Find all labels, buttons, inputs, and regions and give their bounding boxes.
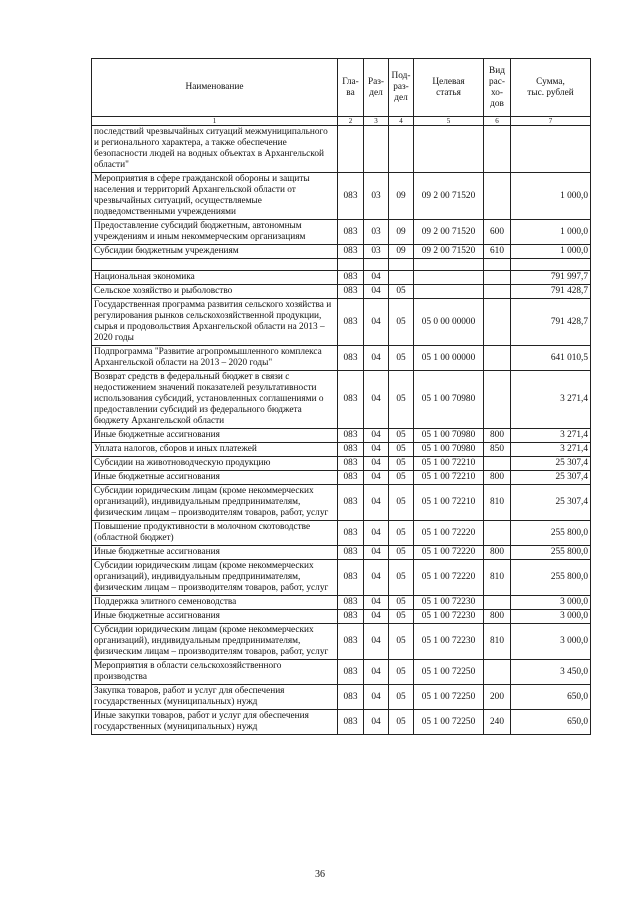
table-row bbox=[92, 443, 591, 457]
row-name bbox=[92, 259, 338, 271]
table-row bbox=[92, 660, 591, 685]
row-section bbox=[364, 126, 389, 173]
row-name: Подпрограмма "Развитие агропромышленного комплекса Архангельской области на 2013 – 2020 годы" bbox=[92, 346, 338, 371]
row-expense bbox=[484, 259, 511, 271]
row-section: 04 bbox=[364, 285, 389, 299]
table-row bbox=[92, 346, 591, 371]
row-sum: 641 010,5 bbox=[511, 346, 591, 371]
row-name: Субсидии на животноводческую продукцию bbox=[92, 457, 338, 471]
row-section: 04 bbox=[364, 371, 389, 429]
row-target: 05 1 00 72230 bbox=[414, 596, 484, 610]
row-expense bbox=[484, 596, 511, 610]
row-name: Национальная экономика bbox=[92, 271, 338, 285]
row-target bbox=[414, 126, 484, 173]
row-section: 04 bbox=[364, 443, 389, 457]
row-expense: 810 bbox=[484, 485, 511, 521]
row-subsection: 05 bbox=[389, 596, 414, 610]
row-expense: 800 bbox=[484, 429, 511, 443]
row-sum: 3 271,4 bbox=[511, 371, 591, 429]
row-section: 03 bbox=[364, 220, 389, 245]
row-target: 09 2 00 71520 bbox=[414, 173, 484, 220]
column-number: 6 bbox=[484, 117, 511, 126]
row-subsection: 05 bbox=[389, 710, 414, 735]
row-sum: 3 271,4 bbox=[511, 429, 591, 443]
row-target: 05 1 00 72210 bbox=[414, 457, 484, 471]
row-chapter: 083 bbox=[338, 285, 364, 299]
row-name: Иные бюджетные ассигнования bbox=[92, 429, 338, 443]
row-name: Субсидии юридическим лицам (кроме некоммерческих организаций), индивидуальным предпринимателям, физическим лицам – производителям товаров, работ, услуг bbox=[92, 485, 338, 521]
row-chapter: 083 bbox=[338, 299, 364, 346]
row-chapter: 083 bbox=[338, 457, 364, 471]
row-chapter: 083 bbox=[338, 173, 364, 220]
row-subsection: 05 bbox=[389, 443, 414, 457]
row-sum: 650,0 bbox=[511, 685, 591, 710]
row-target: 05 1 00 70980 bbox=[414, 429, 484, 443]
budget-table bbox=[91, 58, 591, 735]
row-sum: 25 307,4 bbox=[511, 485, 591, 521]
row-subsection: 05 bbox=[389, 610, 414, 624]
row-target: 05 1 00 72250 bbox=[414, 660, 484, 685]
row-section: 04 bbox=[364, 346, 389, 371]
row-sum: 255 800,0 bbox=[511, 546, 591, 560]
row-expense: 240 bbox=[484, 710, 511, 735]
row-sum: 791 997,7 bbox=[511, 271, 591, 285]
row-expense: 850 bbox=[484, 443, 511, 457]
row-name: Сельское хозяйство и рыболовство bbox=[92, 285, 338, 299]
row-chapter: 083 bbox=[338, 560, 364, 596]
row-subsection bbox=[389, 126, 414, 173]
row-section bbox=[364, 259, 389, 271]
table-row bbox=[92, 259, 591, 271]
row-name: Иные закупки товаров, работ и услуг для обеспечения государственных (муниципальных) нужд bbox=[92, 710, 338, 735]
row-chapter: 083 bbox=[338, 624, 364, 660]
table-row bbox=[92, 624, 591, 660]
header-name: Наименование bbox=[92, 59, 338, 117]
row-subsection: 05 bbox=[389, 546, 414, 560]
row-sum: 3 450,0 bbox=[511, 660, 591, 685]
row-name: Государственная программа развития сельского хозяйства и регулирования рынков сельскохозяйственной продукции, сырья и продовольствия Архангельской области на 2013 – 2020 годы bbox=[92, 299, 338, 346]
row-section: 04 bbox=[364, 471, 389, 485]
row-sum: 650,0 bbox=[511, 710, 591, 735]
row-section: 04 bbox=[364, 710, 389, 735]
row-subsection: 05 bbox=[389, 457, 414, 471]
table-row bbox=[92, 429, 591, 443]
row-expense bbox=[484, 371, 511, 429]
table-row bbox=[92, 299, 591, 346]
row-target: 09 2 00 71520 bbox=[414, 220, 484, 245]
row-subsection: 05 bbox=[389, 624, 414, 660]
row-section: 03 bbox=[364, 245, 389, 259]
table-row bbox=[92, 471, 591, 485]
page-number: 36 bbox=[315, 869, 325, 880]
table-row bbox=[92, 610, 591, 624]
row-expense: 800 bbox=[484, 471, 511, 485]
row-chapter: 083 bbox=[338, 521, 364, 546]
column-number: 5 bbox=[414, 117, 484, 126]
header-row bbox=[92, 59, 591, 117]
row-chapter bbox=[338, 126, 364, 173]
row-target: 05 1 00 72230 bbox=[414, 610, 484, 624]
row-section: 04 bbox=[364, 429, 389, 443]
row-name: Иные бюджетные ассигнования bbox=[92, 471, 338, 485]
table-row bbox=[92, 685, 591, 710]
table-row bbox=[92, 710, 591, 735]
row-name: Мероприятия в области сельскохозяйственного производства bbox=[92, 660, 338, 685]
row-target: 05 1 00 72250 bbox=[414, 710, 484, 735]
row-sum: 791 428,7 bbox=[511, 299, 591, 346]
row-target: 05 1 00 70980 bbox=[414, 443, 484, 457]
column-number: 1 bbox=[92, 117, 338, 126]
column-number: 4 bbox=[389, 117, 414, 126]
row-sum: 1 000,0 bbox=[511, 173, 591, 220]
row-name: Повышение продуктивности в молочном скотоводстве (областной бюджет) bbox=[92, 521, 338, 546]
row-subsection: 09 bbox=[389, 220, 414, 245]
row-chapter: 083 bbox=[338, 429, 364, 443]
row-target: 05 1 00 72220 bbox=[414, 546, 484, 560]
row-target: 05 1 00 00000 bbox=[414, 346, 484, 371]
row-chapter: 083 bbox=[338, 443, 364, 457]
row-chapter: 083 bbox=[338, 371, 364, 429]
row-target: 09 2 00 71520 bbox=[414, 245, 484, 259]
table-body bbox=[92, 126, 591, 735]
row-name: Иные бюджетные ассигнования bbox=[92, 610, 338, 624]
row-expense: 600 bbox=[484, 220, 511, 245]
row-expense bbox=[484, 457, 511, 471]
row-chapter: 083 bbox=[338, 685, 364, 710]
table-row bbox=[92, 220, 591, 245]
row-expense bbox=[484, 521, 511, 546]
row-chapter bbox=[338, 259, 364, 271]
table-row bbox=[92, 457, 591, 471]
row-name: Закупка товаров, работ и услуг для обеспечения государственных (муниципальных) нужд bbox=[92, 685, 338, 710]
row-chapter: 083 bbox=[338, 610, 364, 624]
row-sum: 25 307,4 bbox=[511, 471, 591, 485]
row-expense: 200 bbox=[484, 685, 511, 710]
table-row bbox=[92, 285, 591, 299]
row-name: Субсидии юридическим лицам (кроме некоммерческих организаций), индивидуальным предпринимателям, физическим лицам – производителям товаров, работ, услуг bbox=[92, 560, 338, 596]
row-chapter: 083 bbox=[338, 546, 364, 560]
row-subsection: 05 bbox=[389, 485, 414, 521]
row-expense: 810 bbox=[484, 624, 511, 660]
table-row bbox=[92, 596, 591, 610]
row-expense bbox=[484, 126, 511, 173]
header-target: Целевая статья bbox=[414, 59, 484, 117]
row-chapter: 083 bbox=[338, 346, 364, 371]
row-sum: 1 000,0 bbox=[511, 245, 591, 259]
row-target bbox=[414, 285, 484, 299]
row-section: 04 bbox=[364, 624, 389, 660]
row-subsection: 05 bbox=[389, 299, 414, 346]
table-row bbox=[92, 271, 591, 285]
row-section: 04 bbox=[364, 610, 389, 624]
row-section: 04 bbox=[364, 485, 389, 521]
row-expense: 800 bbox=[484, 610, 511, 624]
row-target: 05 1 00 70980 bbox=[414, 371, 484, 429]
table-row bbox=[92, 245, 591, 259]
row-sum: 255 800,0 bbox=[511, 521, 591, 546]
row-name: Возврат средств в федеральный бюджет в связи с недостижением значений показателей результативности использования субсидий, установленных соглашениями о предоставлении субсидий из федерального бюджета бюджету Архангельской области bbox=[92, 371, 338, 429]
row-subsection: 09 bbox=[389, 245, 414, 259]
row-chapter: 083 bbox=[338, 271, 364, 285]
row-section: 04 bbox=[364, 299, 389, 346]
table-row bbox=[92, 126, 591, 173]
row-name: последствий чрезвычайных ситуаций межмуниципального и регионального характера, а также обеспечение безопасности людей на водных объектах в Архангельской области" bbox=[92, 126, 338, 173]
row-subsection: 05 bbox=[389, 371, 414, 429]
row-subsection: 05 bbox=[389, 685, 414, 710]
row-target: 05 1 00 72220 bbox=[414, 521, 484, 546]
row-chapter: 083 bbox=[338, 245, 364, 259]
row-section: 04 bbox=[364, 660, 389, 685]
row-target: 05 1 00 72210 bbox=[414, 485, 484, 521]
header-section: Раз- дел bbox=[364, 59, 389, 117]
column-number: 7 bbox=[511, 117, 591, 126]
row-target: 05 1 00 72250 bbox=[414, 685, 484, 710]
row-subsection: 05 bbox=[389, 660, 414, 685]
row-section: 04 bbox=[364, 521, 389, 546]
row-section: 04 bbox=[364, 596, 389, 610]
row-name: Субсидии бюджетным учреждениям bbox=[92, 245, 338, 259]
row-section: 04 bbox=[364, 457, 389, 471]
row-section: 04 bbox=[364, 560, 389, 596]
row-expense: 810 bbox=[484, 560, 511, 596]
column-number: 2 bbox=[338, 117, 364, 126]
row-sum: 3 271,4 bbox=[511, 443, 591, 457]
row-target: 05 0 00 00000 bbox=[414, 299, 484, 346]
table-row bbox=[92, 371, 591, 429]
row-chapter: 083 bbox=[338, 710, 364, 735]
row-name: Субсидии юридическим лицам (кроме некоммерческих организаций), индивидуальным предпринимателям, физическим лицам – производителям товаров, работ, услуг bbox=[92, 624, 338, 660]
row-subsection bbox=[389, 271, 414, 285]
row-expense: 610 bbox=[484, 245, 511, 259]
header-chapter: Гла- ва bbox=[338, 59, 364, 117]
row-sum bbox=[511, 259, 591, 271]
row-name: Мероприятия в сфере гражданской обороны и защиты населения и территорий Архангельской области от чрезвычайных ситуаций, осуществляемые подведомственными учреждениями bbox=[92, 173, 338, 220]
header-sum: Сумма, тыс. рублей bbox=[511, 59, 591, 117]
table-row bbox=[92, 173, 591, 220]
table-row bbox=[92, 546, 591, 560]
row-section: 04 bbox=[364, 685, 389, 710]
document-page bbox=[91, 58, 590, 735]
row-subsection: 05 bbox=[389, 471, 414, 485]
row-target bbox=[414, 271, 484, 285]
row-subsection: 05 bbox=[389, 346, 414, 371]
row-target: 05 1 00 72220 bbox=[414, 560, 484, 596]
row-chapter: 083 bbox=[338, 660, 364, 685]
row-section: 04 bbox=[364, 546, 389, 560]
table-row bbox=[92, 560, 591, 596]
row-sum: 3 000,0 bbox=[511, 610, 591, 624]
row-chapter: 083 bbox=[338, 471, 364, 485]
row-subsection bbox=[389, 259, 414, 271]
row-sum: 1 000,0 bbox=[511, 220, 591, 245]
row-expense: 800 bbox=[484, 546, 511, 560]
row-target: 05 1 00 72210 bbox=[414, 471, 484, 485]
table-row bbox=[92, 521, 591, 546]
row-chapter: 083 bbox=[338, 596, 364, 610]
row-target bbox=[414, 259, 484, 271]
row-chapter: 083 bbox=[338, 485, 364, 521]
row-sum: 791 428,7 bbox=[511, 285, 591, 299]
row-sum: 255 800,0 bbox=[511, 560, 591, 596]
row-expense bbox=[484, 173, 511, 220]
row-sum bbox=[511, 126, 591, 173]
row-sum: 3 000,0 bbox=[511, 596, 591, 610]
row-sum: 3 000,0 bbox=[511, 624, 591, 660]
row-name: Предоставление субсидий бюджетным, автономным учреждениям и иным некоммерческим организациям bbox=[92, 220, 338, 245]
row-section: 03 bbox=[364, 173, 389, 220]
row-subsection: 05 bbox=[389, 560, 414, 596]
row-subsection: 09 bbox=[389, 173, 414, 220]
row-sum: 25 307,4 bbox=[511, 457, 591, 471]
row-chapter: 083 bbox=[338, 220, 364, 245]
column-number: 3 bbox=[364, 117, 389, 126]
header-expense: Вид рас- хо- дов bbox=[484, 59, 511, 117]
row-subsection: 05 bbox=[389, 285, 414, 299]
row-expense bbox=[484, 285, 511, 299]
row-name: Уплата налогов, сборов и иных платежей bbox=[92, 443, 338, 457]
row-target: 05 1 00 72230 bbox=[414, 624, 484, 660]
row-expense bbox=[484, 660, 511, 685]
row-expense bbox=[484, 299, 511, 346]
row-name: Поддержка элитного семеноводства bbox=[92, 596, 338, 610]
row-expense bbox=[484, 271, 511, 285]
table-row bbox=[92, 485, 591, 521]
row-section: 04 bbox=[364, 271, 389, 285]
header-subsection: Под- раз- дел bbox=[389, 59, 414, 117]
row-subsection: 05 bbox=[389, 429, 414, 443]
row-subsection: 05 bbox=[389, 521, 414, 546]
column-number-row bbox=[92, 117, 591, 126]
row-name: Иные бюджетные ассигнования bbox=[92, 546, 338, 560]
row-expense bbox=[484, 346, 511, 371]
